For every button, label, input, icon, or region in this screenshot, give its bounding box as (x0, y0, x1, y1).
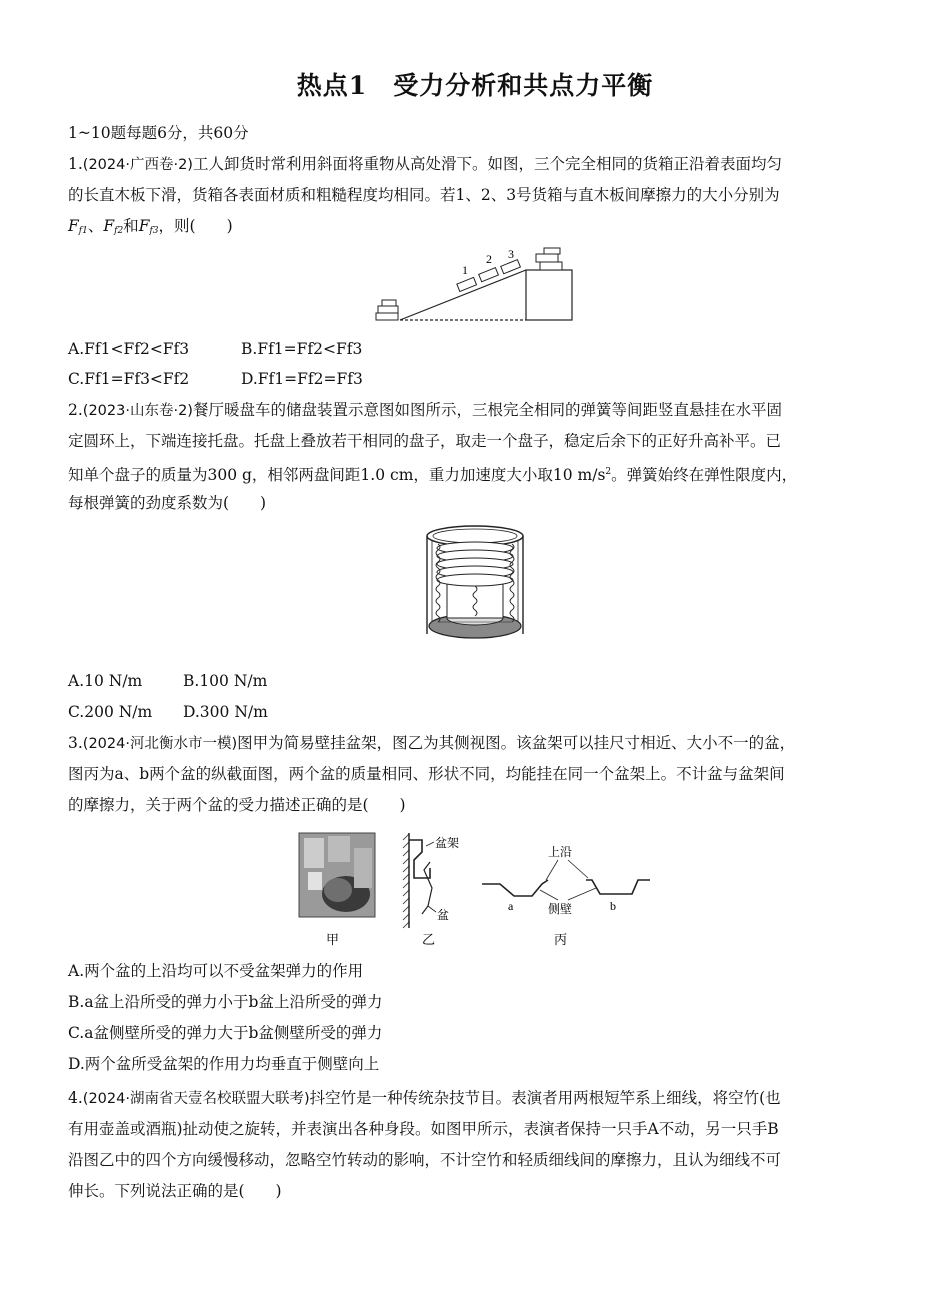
q4-line-1 (68, 1087, 883, 1110)
q2-option-b-text: B.100 N/m (183, 672, 268, 690)
q1-option-d-text: D.Ff1=Ff2=Ff3 (241, 370, 363, 388)
q3-label-shangyan: 上沿 (548, 845, 573, 859)
q2-source: (2023·山东卷·2) (82, 403, 193, 419)
page-title: 热点1 受力分析和共点力平衡 (296, 71, 654, 100)
q3-option-c[interactable]: C.a盆侧壁所受的弹力大于b盆侧壁所受的弹力 (68, 1024, 383, 1042)
q3-line-3: 的摩擦力，关于两个盆的受力描述正确的是( ) (68, 796, 406, 814)
q3-label-jia: 甲 (326, 933, 340, 948)
q2-option-d-text: D.300 N/m (183, 703, 268, 721)
q1-incline-figure (370, 246, 580, 326)
q3-label-yi: 乙 (422, 933, 436, 948)
q1-line-3: $F_{f1}$、$F_{f2}$和$F_{f3}$，则( ) (68, 217, 233, 236)
q1-option-a-text: A.Ff1<Ff2<Ff3 (68, 340, 190, 358)
scoring-note: 1~10题每题6分，共60分 (68, 124, 249, 142)
q1-var-f3: $F_{f3}$ (138, 217, 159, 236)
q2-line-1 (68, 399, 883, 422)
q1-option-b-text: B.Ff1=Ff2<Ff3 (241, 340, 363, 358)
q3-pot-rack-figure (296, 828, 658, 952)
q1-option-c-text: C.Ff1=Ff3<Ff2 (68, 370, 190, 388)
q4-text-1: 抖空竹是一种传统杂技节目。表演者用两根短竿系上细线，将空竹(也 (309, 1089, 781, 1107)
q2-option-a[interactable] (68, 670, 142, 692)
q3-line-2: 图丙为a、b两个盆的纵截面图，两个盆的质量相同、形状不同，均能挂在同一个盆架上。不计盆与盆架间 (68, 765, 785, 783)
q1-source: (2024·广西卷·2) (82, 157, 193, 173)
q2-option-d[interactable] (183, 701, 268, 723)
q4-source: (2024·湖南省天壹名校联盟大联考) (82, 1091, 310, 1107)
q1-box-label-2: 2 (486, 252, 492, 266)
q4-line-2: 有用壶盖或酒瓶)扯动使之旋转，并表演出各种身段。如图甲所示，表演者保持一只手A不动，另一只手B (68, 1120, 779, 1138)
q3-label-bing: 丙 (554, 933, 568, 948)
q4-line-4: 伸长。下列说法正确的是( ) (68, 1182, 282, 1200)
q2-superscript: 2 (605, 467, 612, 477)
q2-number: 2. (68, 401, 83, 419)
q3-line-1 (68, 732, 883, 755)
q3-label-cebi: 侧壁 (548, 902, 573, 916)
q4-number: 4. (68, 1089, 83, 1107)
q3-option-d[interactable]: D.两个盆所受盆架的作用力均垂直于侧壁向上 (68, 1055, 380, 1073)
q3-source: (2024·河北衡水市一模) (82, 736, 238, 752)
q1-box-label-1: 1 (462, 263, 468, 277)
q2-plate-warmer-figure (420, 522, 530, 652)
q2-line-2: 定圆环上，下端连接托盘。托盘上叠放若干相同的盘子，取走一个盘子，稳定后余下的正好升高补平。已 (68, 432, 782, 450)
q1-option-b[interactable] (241, 338, 362, 360)
q4-line-3: 沿图乙中的四个方向缓慢移动，忽略空竹转动的影响，不计空竹和轻质细线间的摩擦力，且认为细线不可 (68, 1151, 782, 1169)
q3-label-penjia: 盆架 (435, 836, 460, 850)
q2-line-4: 每根弹簧的劲度系数为( ) (68, 494, 267, 512)
q1-option-d[interactable] (241, 368, 363, 390)
q1-var-f1: $F_{f1}$ (68, 217, 88, 236)
q1-box-label-3: 3 (508, 247, 514, 261)
q3-label-a: a (508, 899, 514, 913)
q3-option-a[interactable]: A.两个盆的上沿均可以不受盆架弹力的作用 (68, 962, 364, 980)
q2-text-1: 餐厅暖盘车的储盘装置示意图如图所示，三根完全相同的弹簧等间距竖直悬挂在水平固 (192, 401, 782, 419)
q1-line-3-end: ，则( ) (158, 217, 233, 235)
q3-option-b[interactable]: B.a盆上沿所受的弹力小于b盆上沿所受的弹力 (68, 993, 383, 1011)
q2-option-a-text: A.10 N/m (68, 672, 143, 690)
q1-option-a[interactable] (68, 338, 189, 360)
q1-var-f2: $F_{f2}$ (103, 217, 124, 236)
q2-option-c-text: C.200 N/m (68, 703, 153, 721)
q1-option-c[interactable] (68, 368, 189, 390)
q1-and: 和 (123, 217, 139, 235)
q1-line-2: 的长直木板下滑，货箱各表面材质和粗糙程度均相同。若1、2、3号货箱与直木板间摩擦力的大小分别为 (68, 186, 780, 204)
q2-line-3 (68, 461, 883, 486)
q2-option-c[interactable] (68, 701, 152, 723)
q2-option-b[interactable] (183, 670, 267, 692)
q2-text-3b: 。弹簧始终在弹性限度内， (611, 466, 798, 485)
q2-text-3a: 知单个盘子的质量为300 g，相邻两盘间距1.0 cm，重力加速度大小取10 m/s (68, 466, 606, 485)
q1-line-1 (68, 153, 883, 176)
q1-text-1: 工人卸货时常利用斜面将重物从高处滑下。如图，三个完全相同的货箱正沿着表面均匀 (192, 155, 782, 173)
q3-text-1: 图甲为简易壁挂盆架，图乙为其侧视图。该盆架可以挂尺寸相近、大小不一的盆， (237, 734, 796, 752)
q1-number: 1. (68, 155, 83, 173)
q3-label-pen: 盆 (437, 908, 450, 922)
q3-number: 3. (68, 734, 83, 752)
q3-label-b: b (610, 899, 616, 913)
